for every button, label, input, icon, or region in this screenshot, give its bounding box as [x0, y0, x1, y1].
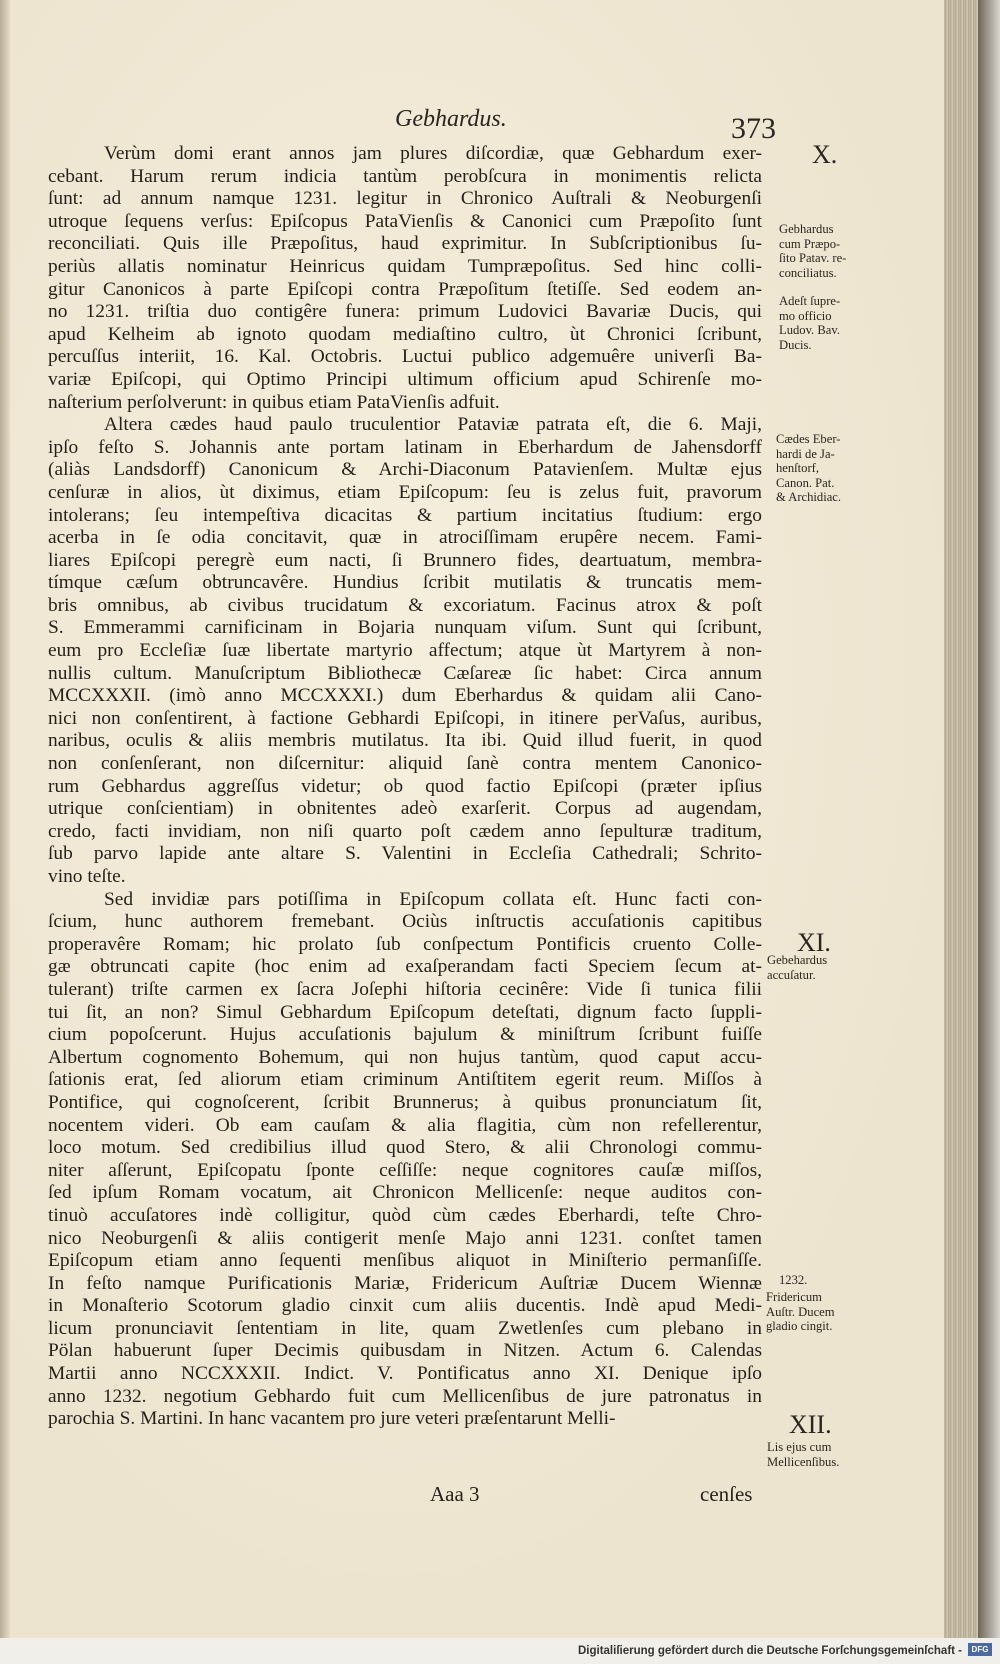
margin-note-line: Canon. Pat.: [776, 475, 835, 490]
text-line: tímque cæſum obtruncavêre. Hundius ſcribit mutilatis & truncatis mem-: [48, 572, 762, 594]
text-line: liares Epiſcopi peregrè eum nacti, ſi Brunnero fides, deartuatum, membra-: [48, 549, 762, 571]
running-head: Gebhardus.: [395, 106, 507, 132]
margin-note-line: mo officio: [779, 308, 832, 323]
margin-note-gebhardus-accusatur: [767, 953, 827, 982]
margin-note-caedes-eberhardi: [776, 432, 841, 505]
text-line: credo, facti invidiam, non niſi quarto poſt cædem anno ſepulturæ traditum,: [48, 820, 762, 842]
text-line: apud Kelheim ab ignoto quodam mediaſtino cultro, ùt Chronici ſcribunt,: [48, 323, 762, 345]
margin-note-line: conciliatus.: [779, 265, 837, 280]
text-line: gitur Canonicos à parte Epiſcopi contra Præpoſitum ſtetiſſe. Sed eodem an-: [48, 278, 762, 300]
margin-note-line: & Archidiac.: [776, 490, 842, 505]
margin-note-line: Gebhardus: [779, 222, 834, 236]
text-line: Altera cædes haud paulo truculentior Pataviæ patrata eſt, die 6. Maji,: [104, 414, 762, 436]
margin-note-fridericum: [766, 1290, 835, 1334]
page-gutter: [0, 0, 10, 1638]
text-line: (aliàs Landsdorff) Canonicum & Archi-Diaconum Patavienſem. Multæ ejus: [48, 459, 762, 481]
text-line: intolerans; ſeu intempeſtiva dicacitas & partium incitatius ſtudium: ergo: [48, 504, 762, 526]
text-line: ſed ipſum Romam vocatum, ait Chronicon Mellicenſe: neque auditos con-: [48, 1182, 762, 1204]
text-line: cebant. Harum rerum indicia tantùm perobſcura in monimentis relicta: [48, 165, 762, 187]
margin-note-line: Auſtr. Ducem: [766, 1304, 835, 1319]
signature-mark: Aaa 3: [430, 1482, 480, 1506]
text-line: gæ obtruncati capite (hoc enim ad exaſperandam facti Speciem ſecum at-: [48, 956, 762, 978]
text-line: tulerant) triſte carmen ex ſacra Joſephi hiſtoria cecinêre: Vide ſi tunica filii: [48, 978, 762, 1000]
margin-note-line: Adeſt ſupre-: [779, 294, 841, 308]
margin-note-line: Lis ejus cum: [767, 1440, 832, 1454]
margin-note-line: cum Præpo-: [779, 236, 841, 251]
margin-numeral-xi: XI.: [797, 928, 831, 957]
text-line: anno 1232. negotium Gebhardo fuit cum Mellicenſibus de jure patronatus in: [48, 1385, 762, 1407]
margin-numeral-xii: XII.: [789, 1410, 832, 1439]
text-line: Albertum cognomento Bohemum, qui non hujus tantùm, quod caput accu-: [48, 1046, 762, 1068]
text-line: Sed invidiæ pars potiſſima in Epiſcopum collata eſt. Hunc facti con-: [104, 888, 762, 910]
text-line: rum Gebhardus aggreſſus videtur; ob quod factio Epiſcopi (præter ipſius: [48, 775, 762, 797]
book-fore-edge: [944, 0, 978, 1638]
text-line: nico Neoburgenſi & aliis contigerit menſe Majo anni 1231. conſtet tamen: [48, 1227, 762, 1249]
margin-note-line: Cædes Eber-: [776, 432, 841, 446]
text-line: Epiſcopum etiam anno ſequenti menſibus aliquot in Miniſterio permanſiſſe.: [48, 1250, 762, 1272]
margin-note-line: gladio cingit.: [766, 1319, 833, 1334]
margin-note-lis: [767, 1440, 839, 1469]
text-line: utrique conſcientiam) in obnitentes adeò exarſerit. Corpus ad augendam,: [48, 798, 762, 820]
text-line: no 1231. triſtia duo contigêre funera: primum Ludovici Bavariæ Ducis, qui: [48, 301, 762, 323]
text-line: utroque ſequens verſus: Epiſcopus PataVienſis & Canonici cum Præpoſito ſunt: [48, 210, 762, 232]
text-line: ſunt: ad annum namque 1231. legitur in Chronico Auſtrali & Neoburgenſi: [48, 188, 762, 210]
text-line: In feſto namque Purificationis Mariæ, Fridericum Auſtriæ Ducem Wiennæ: [48, 1272, 762, 1294]
text-line: Martii anno NCCXXXII. Indict. V. Pontificatus anno XI. Denique ipſo: [48, 1363, 762, 1385]
text-line: nici non conſentirent, à factione Gebhardi Epiſcopi, in itinere perVaſus, auribus,: [48, 707, 762, 729]
text-line: bris omnibus, ab civibus trucidatum & excoriatum. Facinus atrox & poſt: [48, 594, 762, 616]
margin-note-line: accuſatur.: [767, 967, 816, 982]
text-line: niter aſſerunt, Epiſcopatu ſponte ceſſiſſe: neque cognitores cauſæ miſſos,: [48, 1159, 762, 1181]
text-line: Pölan habuerunt ſuper Decimis quibusdam in Nitzen. Actum 6. Calendas: [48, 1340, 762, 1362]
text-line: ſcium, hunc authorem fremebant. Ociùs inſtructis accuſationis capitibus: [48, 911, 762, 933]
text-line: cium popoſcerunt. Hujus accuſationis bajulum & miniſtrum ſcribunt fuiſſe: [48, 1024, 762, 1046]
text-line: vino teſte.: [48, 866, 126, 887]
margin-note-gebhardus-reconciliatus: [779, 222, 846, 280]
text-line: MCCXXXII. (imò anno MCCXXXI.) dum Eberhardus & quidam alii Cano-: [48, 685, 762, 707]
margin-note-adest-ludovici: [779, 294, 840, 352]
margin-note-line: Gebehardus: [767, 953, 828, 967]
text-line: nocentem videri. Ob eam cauſam & alia flagitia, cùm non refellerentur,: [48, 1114, 762, 1136]
text-line: parochia S. Martini. In hanc vacantem pro jure veteri præſentarunt Melli-: [48, 1408, 616, 1430]
margin-note-line: Ludov. Bav.: [779, 323, 840, 338]
text-line: nullis cultum. Manuſcriptum Bibliothecæ Cæſareæ ſic habet: Circa annum: [48, 662, 762, 684]
margin-note-line: ſito Patav. re-: [779, 251, 847, 266]
text-line: naribus, oculis & aliis membris mutilatus. Ita ibi. Quid illud fuerit, in quod: [48, 730, 762, 752]
page-number: 373: [731, 112, 776, 145]
catchword: cenſes: [700, 1482, 753, 1506]
text-line: S. Emmerammi carnificinam in Bojaria nunquam viſum. Sunt qui ſcribunt,: [48, 617, 762, 639]
margin-note-line: hardi de Ja-: [776, 446, 835, 461]
text-line: eum pro Eccleſiæ ſuæ libertate martyrio affectum; atque ùt Martyrem à non-: [48, 640, 762, 662]
text-line: variæ Epiſcopi, qui Optimo Principi ultimum officium apud Schirenſe mo-: [48, 368, 762, 390]
text-line: Pontifice, qui cognoſcerent, ſcribit Brunnerus; à quibus pronunciatum ſit,: [48, 1091, 762, 1113]
text-line: Verùm domi erant annos jam plures diſcordiæ, quæ Gebhardum exer-: [104, 143, 762, 164]
margin-note-year-1232: 1232.: [779, 1273, 808, 1287]
text-line: naſterium perſolverunt: in quibus etiam PataVienſis adfuit.: [48, 391, 500, 413]
margin-note-line: henſtorf,: [776, 461, 820, 476]
text-line: properavêre Romam; hic prolato ſub conſpectum Pontificis cruento Colle-: [48, 933, 762, 955]
page-shadow: [978, 0, 1000, 1638]
dfg-logo: DFG: [968, 1643, 992, 1656]
digitization-credit: Digitaliſierung gefördert durch die Deutsche Forſchungsgemeinſchaft -: [577, 1645, 962, 1657]
text-line: ſub parvo lapide ante altare S. Valentini in Eccleſia Cathedrali; Schrito-: [48, 843, 762, 865]
text-line: ſationis erat, ſed aliorum etiam criminum Antiſtitem egerit reum. Miſſos à: [48, 1069, 762, 1091]
margin-numeral-x: X.: [812, 140, 838, 169]
margin-note-line: Ducis.: [779, 337, 812, 352]
text-line: licum pronunciavit ſententiam in lite, quam Zwetlenſes cum plebano in: [48, 1317, 762, 1339]
text-line: tinuò accuſatores indè colligitur, quòd cùm cædes Eberhardi, teſte Chro-: [48, 1204, 762, 1226]
text-line: reconciliati. Quis ille Præpoſitus, haud exprimitur. In Subſcriptionibus ſu-: [48, 233, 762, 255]
text-line: tui ſit, an non? Simul Gebhardum Epiſcopum deteſtati, dignum facto ſuppli-: [48, 1001, 762, 1023]
text-line: acerba in ſe odia concitavit, quæ in atrociſſimam erupêre necem. Fami-: [48, 527, 762, 549]
margin-note-line: Fridericum: [766, 1290, 822, 1304]
text-line: percuſſus interiit, 16. Kal. Octobris. Luctui publico adgemuêre univerſi Ba-: [48, 346, 762, 368]
text-line: loco motum. Sed credibilius illud quod Stero, & alii Chronologi commu-: [48, 1137, 762, 1159]
body-text: [48, 143, 762, 1431]
text-line: in Monaſterio Scotorum gladio cinxit cum aliis ducentis. Indè apud Medi-: [48, 1295, 762, 1317]
margin-note-line: Mellicenſibus.: [767, 1454, 840, 1469]
text-line: cenſuræ in alios, ùt diximus, etiam Epiſcopum: ſeu is zelus fuit, pravorum: [48, 481, 762, 503]
text-line: periùs allatis nominatur Heinricus quidam Tumpræpoſitus. Sed hinc colli-: [48, 255, 762, 277]
text-line: ipſo feſto S. Johannis ante portam latinam in Eberhardum de Jahensdorff: [48, 436, 762, 458]
text-line: non conſenſerant, non diſcernitur: aliquid ſanè contra mentem Canonico-: [48, 753, 762, 775]
